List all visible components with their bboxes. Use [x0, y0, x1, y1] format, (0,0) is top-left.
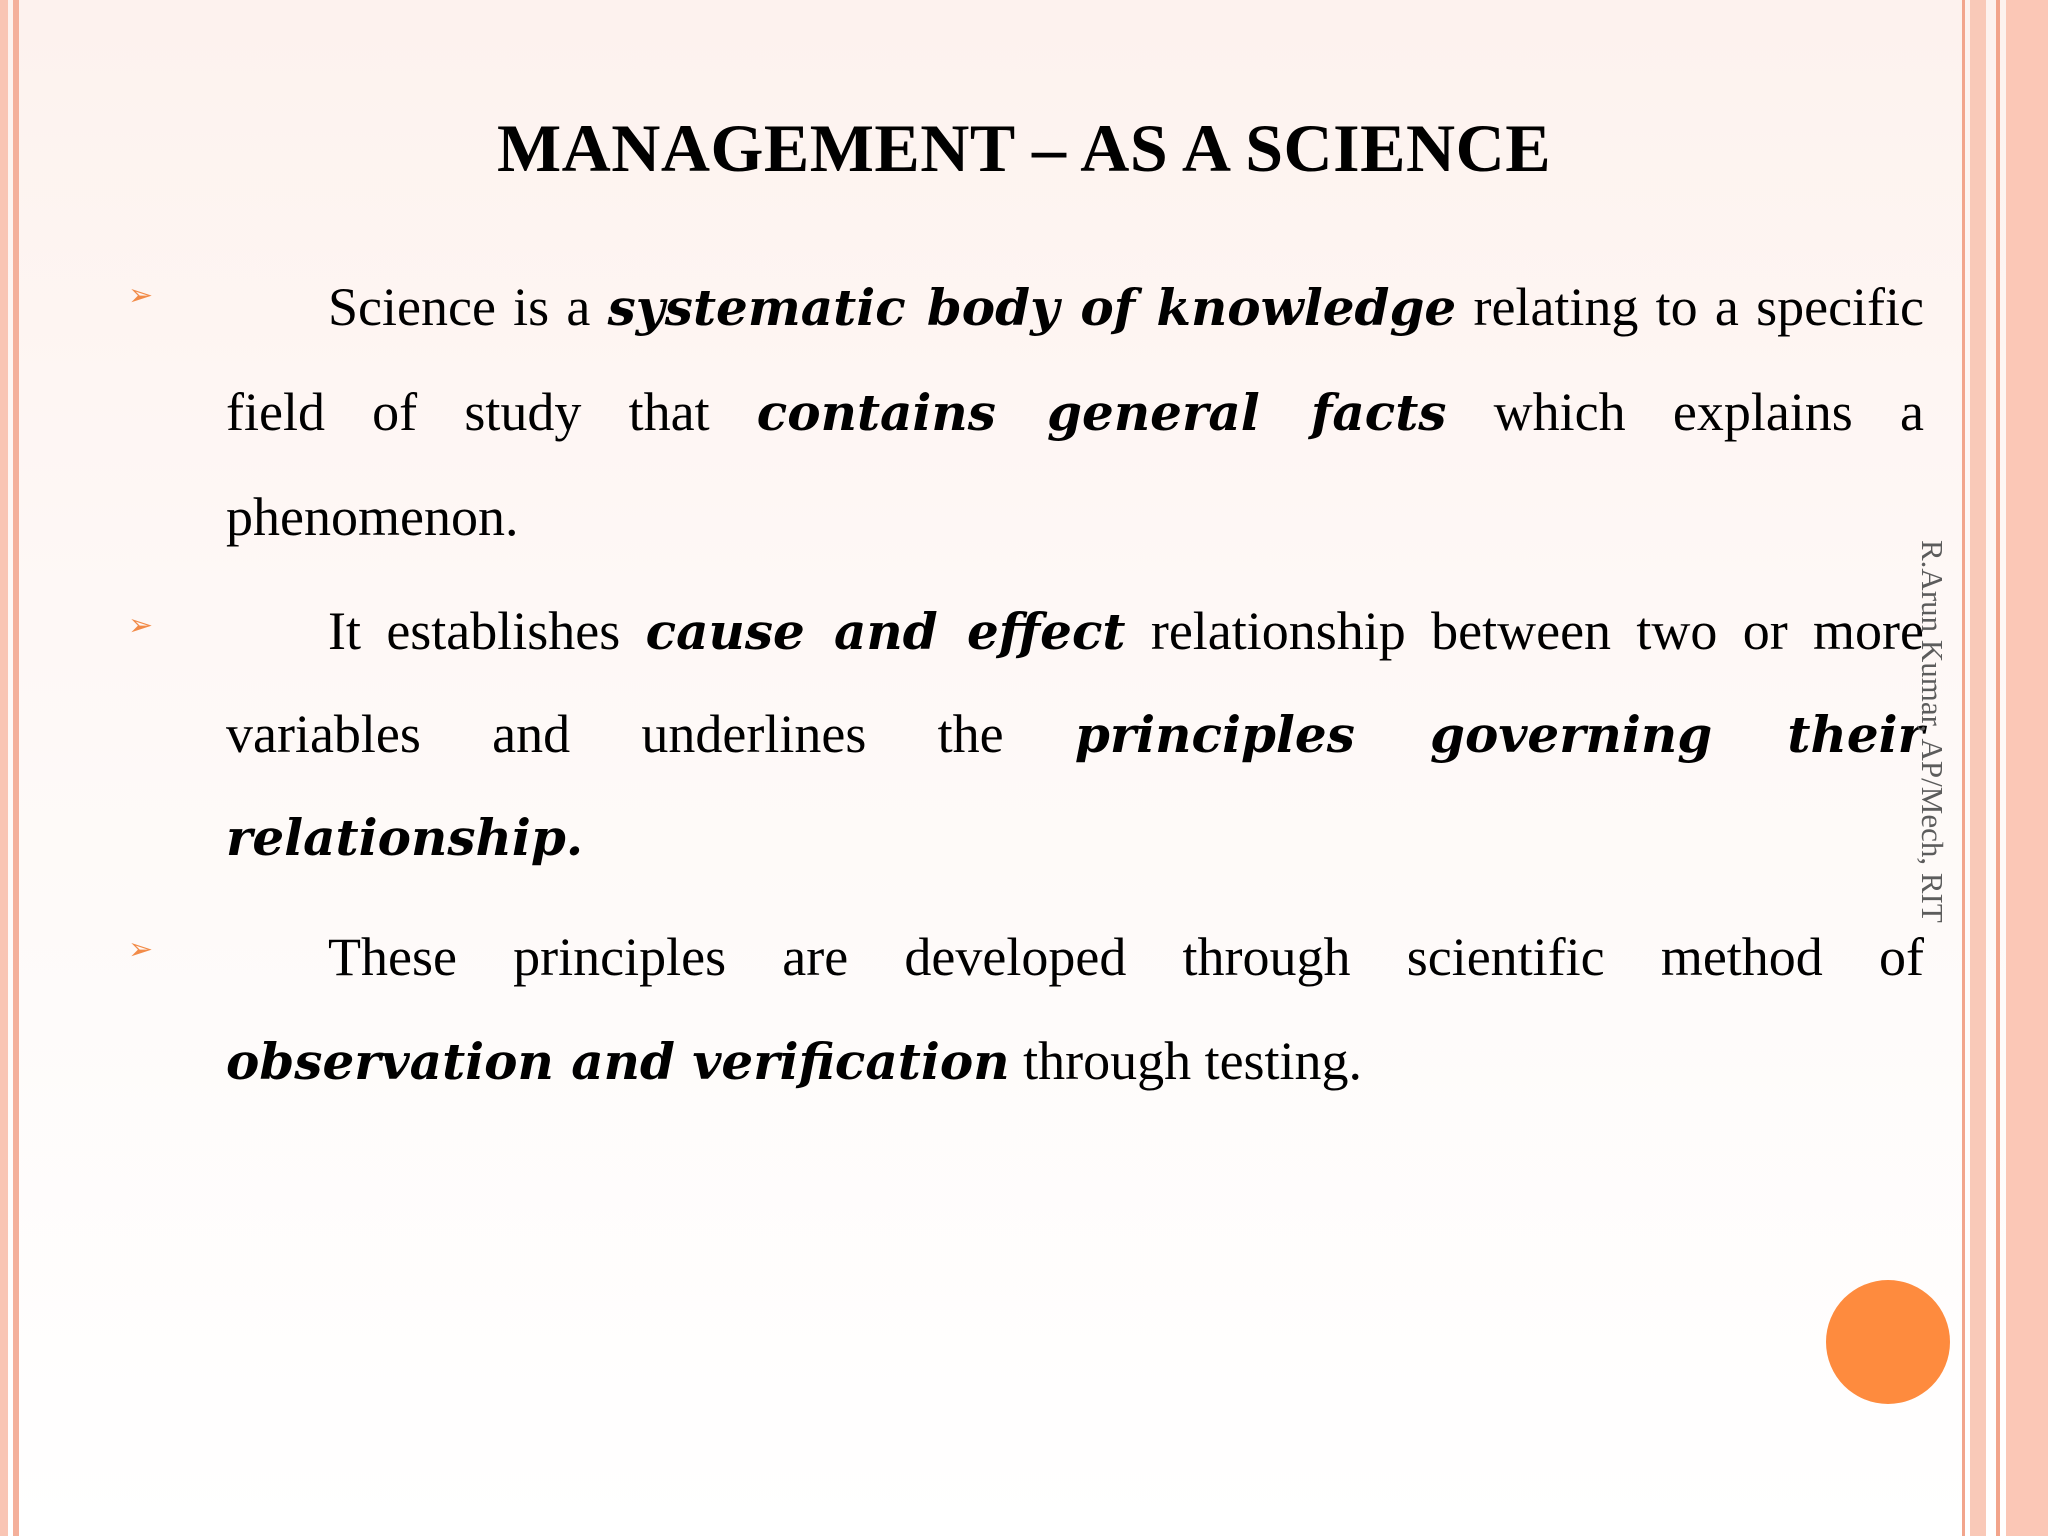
right-border-band — [1970, 0, 1986, 1536]
arrowhead-bullet-icon: ➢ — [128, 608, 154, 643]
emphasized-phrase: observation and verification — [226, 1032, 1010, 1091]
decorative-orange-circle — [1826, 1280, 1950, 1404]
left-border-stripe — [0, 0, 8, 1536]
slide-title: MANAGEMENT – AS A SCIENCE — [496, 110, 1552, 186]
arrowhead-bullet-icon: ➢ — [128, 932, 154, 967]
paragraph-text: Science is a — [328, 277, 608, 337]
paragraph-text: relationship between two or more variables and underlines the — [226, 601, 1924, 764]
author-credit: R.Arun Kumar, AP/Mech, RIT — [1915, 540, 1950, 923]
right-border-line-outer — [1996, 0, 2000, 1536]
paragraph-text: relating to a specific field of study that — [226, 277, 1924, 442]
paragraph-text: These principles are developed through scientific method of — [328, 927, 1924, 987]
paragraph-text: through testing. — [1009, 1031, 1363, 1091]
right-border-band-outer — [2006, 0, 2048, 1536]
paragraph-text: It establishes — [328, 601, 646, 661]
emphasized-phrase: principles governing their relationship. — [226, 705, 1924, 867]
bullet-paragraph-2 — [226, 580, 1924, 889]
paragraph-text: which explains a phenomenon. — [226, 382, 1924, 547]
arrowhead-bullet-icon: ➢ — [128, 278, 154, 313]
left-border-stripe-inner — [13, 0, 19, 1536]
bullet-paragraph-1 — [226, 255, 1924, 569]
right-border-line — [1962, 0, 1965, 1536]
emphasized-phrase: cause and effect — [645, 602, 1126, 661]
emphasized-phrase: systematic body of knowledge — [607, 278, 1457, 337]
emphasized-phrase: contains general facts — [756, 383, 1447, 442]
bullet-paragraph-3 — [226, 905, 1924, 1114]
